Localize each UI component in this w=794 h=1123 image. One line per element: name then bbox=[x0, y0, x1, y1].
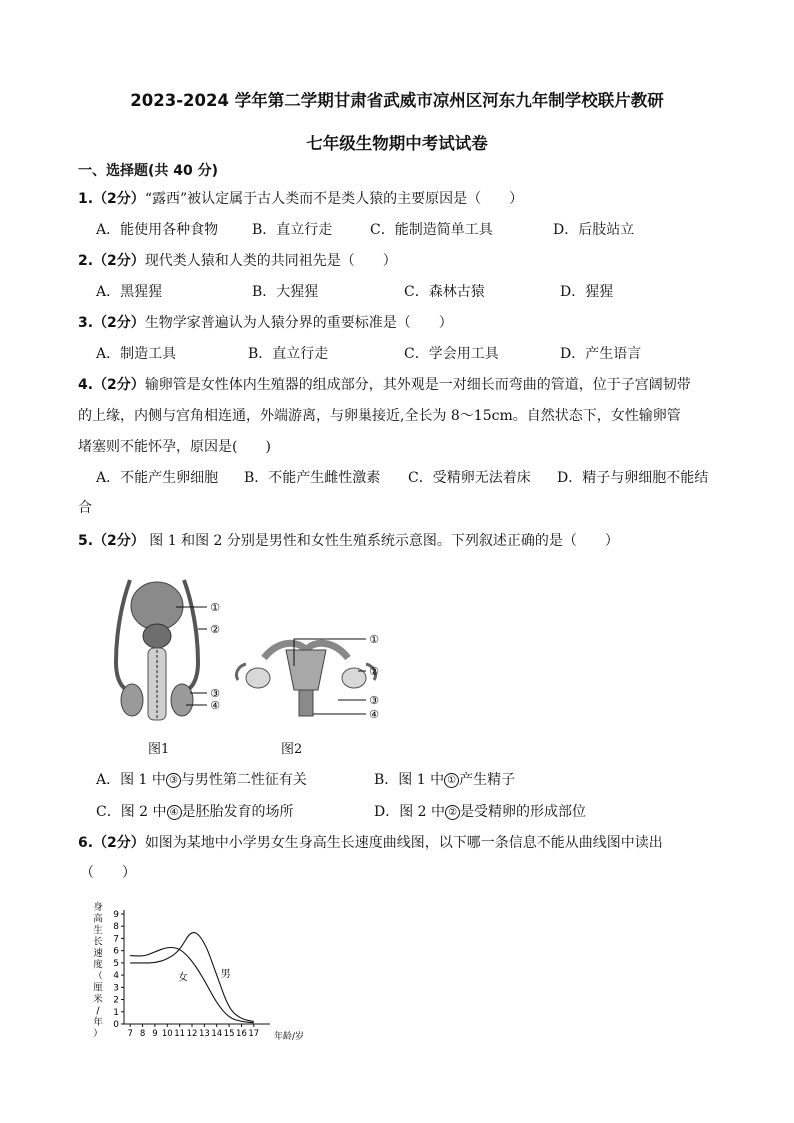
exam-subtitle: 七年级生物期中考试试卷 bbox=[306, 134, 488, 153]
y-axis-label-char: 米 bbox=[93, 994, 103, 1005]
growth-speed-chart bbox=[88, 896, 308, 1046]
y-tick-label: 0 bbox=[113, 1020, 119, 1030]
series-line-male bbox=[130, 933, 254, 1022]
question-number: 2. bbox=[78, 253, 94, 269]
question-5 bbox=[78, 530, 619, 550]
y-axis-label-char: / bbox=[96, 1005, 100, 1017]
y-axis-label-char: 厘 bbox=[93, 982, 103, 994]
y-tick-label: 6 bbox=[113, 946, 119, 957]
vagina bbox=[299, 690, 313, 716]
q1-option-a[interactable]: A．能使用各种食物 bbox=[96, 222, 219, 238]
question-points: （2分） bbox=[93, 191, 145, 207]
testis-right bbox=[171, 684, 193, 716]
question-stem-continued: 堵塞则不能怀孕，原因是( ) bbox=[78, 439, 271, 455]
question-points: （2分） bbox=[93, 253, 145, 269]
x-tick-label: 9 bbox=[152, 1029, 158, 1039]
question-stem: 图 1 和图 2 分别是男性和女性生殖系统示意图。下列叙述正确的是（ ） bbox=[144, 533, 619, 549]
x-tick-label: 12 bbox=[186, 1029, 198, 1039]
question-points: （2分） bbox=[93, 533, 145, 549]
x-tick-label: 16 bbox=[236, 1029, 247, 1039]
option-mark: ④ bbox=[167, 805, 182, 820]
y-axis-label bbox=[93, 901, 103, 1040]
figure-1-caption: 图1 bbox=[148, 742, 170, 757]
q2-option-b[interactable]: B．大猩猩 bbox=[252, 284, 319, 300]
ovary-left bbox=[246, 668, 270, 688]
option-text: 是胚胎发育的场所 bbox=[181, 804, 294, 820]
q1-option-b[interactable]: B．直立行走 bbox=[252, 222, 333, 238]
question-points: （2分） bbox=[93, 377, 145, 393]
question-stem: 现代类人猿和人类的共同祖先是（ ） bbox=[144, 253, 397, 269]
question-stem-continued: （ ） bbox=[80, 865, 136, 881]
option-text: 产生精子 bbox=[459, 772, 516, 788]
x-tick-label: 17 bbox=[248, 1029, 260, 1039]
y-tick-label: 3 bbox=[113, 983, 119, 994]
option-mark: ③ bbox=[166, 773, 181, 788]
q3-option-c[interactable]: C．学会用工具 bbox=[404, 346, 499, 362]
exam-title: 2023-2024 学年第二学期甘肃省武威市凉州区河东九年制学校联片教研 bbox=[130, 91, 664, 110]
x-axis-label: 年龄/岁 bbox=[274, 1032, 305, 1042]
y-tick-label: 5 bbox=[113, 958, 119, 969]
y-axis-label-char: 高 bbox=[93, 913, 103, 925]
y-ticks bbox=[113, 910, 124, 1030]
y-axis-label-char: （ bbox=[93, 971, 103, 982]
x-tick-label: 10 bbox=[161, 1029, 173, 1039]
question-2 bbox=[78, 250, 397, 270]
y-axis-label-char: 速 bbox=[93, 948, 103, 959]
question-1 bbox=[78, 188, 523, 208]
option-text: 与男性第二性征有关 bbox=[180, 772, 307, 788]
series-label-male: 男 bbox=[220, 969, 231, 981]
question-number: 6. bbox=[78, 835, 94, 851]
label-2: ② bbox=[210, 623, 220, 636]
x-tick-label: 7 bbox=[127, 1029, 133, 1039]
section-heading: 一、选择题(共 40 分) bbox=[78, 163, 219, 179]
question-points: （2分） bbox=[93, 835, 145, 851]
y-axis-label-char: 度 bbox=[93, 959, 103, 971]
series-label-female: 女 bbox=[178, 972, 188, 984]
label-4: ④ bbox=[369, 708, 379, 721]
y-axis-label-char: 年 bbox=[93, 1017, 103, 1028]
q4-option-c[interactable]: C．受精卵无法着床 bbox=[408, 470, 531, 486]
y-axis-label-char: 生 bbox=[93, 925, 103, 936]
label-1: ① bbox=[369, 633, 379, 646]
chart-series bbox=[130, 933, 254, 1023]
option-text: 是受精卵的形成部位 bbox=[460, 804, 587, 820]
q5-option-a[interactable] bbox=[96, 769, 307, 789]
q4-option-b[interactable]: B．不能产生雌性激素 bbox=[244, 470, 381, 486]
q4-option-d-wrap: 合 bbox=[78, 500, 92, 516]
option-mark: ② bbox=[445, 805, 460, 820]
q5-option-c[interactable] bbox=[96, 801, 294, 821]
x-tick-label: 13 bbox=[198, 1029, 210, 1039]
q4-option-a[interactable]: A．不能产生卵细胞 bbox=[96, 470, 219, 486]
q2-option-c[interactable]: C．森林古猿 bbox=[404, 284, 485, 300]
chart-axes bbox=[124, 910, 270, 1024]
q2-option-a[interactable]: A．黑猩猩 bbox=[96, 284, 163, 300]
q1-option-c[interactable]: C．能制造简单工具 bbox=[370, 222, 493, 238]
q5-option-d[interactable] bbox=[374, 801, 586, 821]
y-tick-label: 8 bbox=[113, 922, 119, 933]
q2-option-d[interactable]: D．猩猩 bbox=[560, 284, 614, 300]
figure-2-caption: 图2 bbox=[281, 742, 303, 757]
uterus bbox=[286, 650, 326, 690]
x-tick-label: 15 bbox=[223, 1029, 235, 1039]
question-4 bbox=[78, 374, 691, 394]
male-reproductive-figure bbox=[102, 572, 232, 732]
question-3 bbox=[78, 312, 453, 332]
option-mark: ① bbox=[444, 773, 459, 788]
q3-option-a[interactable]: A．制造工具 bbox=[96, 346, 177, 362]
y-tick-label: 4 bbox=[113, 971, 119, 982]
question-6 bbox=[78, 832, 663, 852]
option-prefix: A．图 1 中 bbox=[96, 772, 166, 788]
y-axis-label-char: 长 bbox=[93, 936, 103, 948]
label-1: ① bbox=[210, 601, 220, 614]
q5-option-b[interactable] bbox=[374, 769, 515, 789]
label-3: ③ bbox=[210, 687, 220, 700]
question-stem: 输卵管是女性体内生殖器的组成部分，其外观是一对细长而弯曲的管道，位于子宫阔韧带 bbox=[144, 377, 691, 393]
label-2: ② bbox=[369, 665, 379, 678]
series-line-female bbox=[130, 947, 254, 1022]
question-stem: “露西”被认定属于古人类而不是类人猿的主要原因是（ ） bbox=[144, 191, 524, 207]
label-4: ④ bbox=[210, 699, 220, 712]
option-prefix: B．图 1 中 bbox=[374, 772, 445, 788]
question-points: （2分） bbox=[93, 315, 145, 331]
question-number: 1. bbox=[78, 191, 94, 207]
x-ticks bbox=[127, 1024, 259, 1039]
question-stem: 生物学家普遍认为人猿分界的重要标准是（ ） bbox=[144, 315, 453, 331]
question-number: 4. bbox=[78, 377, 94, 393]
q3-option-b[interactable]: B．直立行走 bbox=[248, 346, 329, 362]
y-axis-label-char: 身 bbox=[93, 902, 103, 913]
question-stem-continued: 的上缘，内侧与宫角相连通，外端游离，与卵巢接近,全长为 8～15cm。自然状态下，女性输卵管 bbox=[78, 408, 681, 424]
y-tick-label: 9 bbox=[113, 910, 119, 920]
x-tick-label: 8 bbox=[139, 1029, 146, 1039]
female-reproductive-figure bbox=[228, 630, 384, 726]
y-axis-label-char: ） bbox=[93, 1028, 103, 1040]
y-tick-label: 7 bbox=[113, 934, 119, 945]
q1-option-d[interactable]: D．后肢站立 bbox=[553, 222, 635, 238]
x-tick-label: 14 bbox=[211, 1029, 223, 1039]
label-3: ③ bbox=[369, 694, 379, 707]
option-prefix: D．图 2 中 bbox=[374, 804, 446, 820]
question-number: 5. bbox=[78, 533, 94, 549]
x-tick-label: 11 bbox=[174, 1029, 186, 1039]
bladder bbox=[131, 582, 183, 630]
q3-option-d[interactable]: D．产生语言 bbox=[560, 346, 642, 362]
q4-option-d[interactable]: D．精子与卵细胞不能结 bbox=[557, 470, 709, 486]
penis bbox=[148, 648, 166, 720]
y-tick-label: 1 bbox=[113, 1007, 119, 1018]
option-prefix: C．图 2 中 bbox=[96, 804, 167, 820]
y-tick-label: 2 bbox=[113, 995, 119, 1006]
question-number: 3. bbox=[78, 315, 94, 331]
testis-left bbox=[121, 684, 143, 716]
prostate bbox=[143, 624, 171, 648]
question-stem: 如图为某地中小学男女生身高生长速度曲线图，以下哪一条信息不能从曲线图中读出 bbox=[144, 835, 663, 851]
